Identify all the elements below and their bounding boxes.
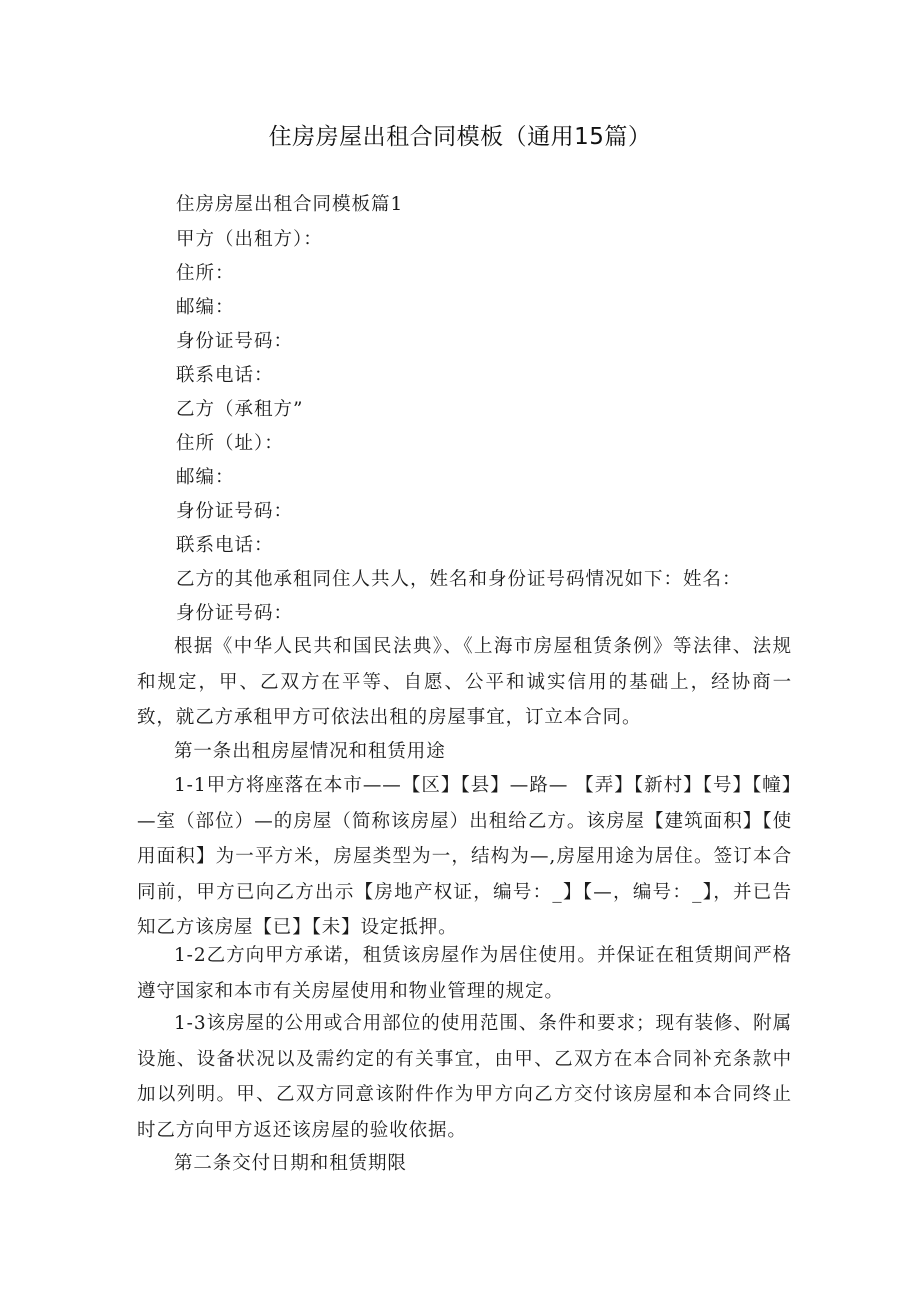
party-a-postcode: 邮编：: [176, 297, 235, 318]
party-a-phone: 联系电话：: [176, 365, 274, 386]
co-tenants-line: 乙方的其他承租同住人共人，姓名和身份证号码情况如下：姓名：: [176, 569, 742, 590]
party-a-label: 甲方（出租方）：: [176, 229, 323, 250]
clause-1-2: 1-2乙方向甲方承诺，租赁该房屋作为居住使用。并保证在租赁期间严格遵守国家和本市有关房屋使用和物业管理的规定。: [137, 945, 792, 1002]
party-b-label: 乙方（承租方”: [176, 399, 304, 420]
party-b-postcode: 邮编：: [176, 467, 235, 488]
party-b-phone: 联系电话：: [176, 535, 274, 556]
clause-1-3: 1-3该房屋的公用或合用部位的使用范围、条件和要求；现有装修、附属设施、设备状况以及需约定的有关事宜，由甲、乙双方在本合同补充条款中加以列明。甲、乙双方同意该附件作为甲方向乙方交付该房屋和本合同终止时乙方向甲方返还该房屋的验收依据。: [137, 1013, 792, 1141]
co-tenant-id-number: 身份证号码：: [176, 603, 294, 624]
party-b-id-number: 身份证号码：: [176, 501, 294, 522]
article-2-heading: 第二条交付日期和租赁期限: [174, 1153, 407, 1174]
party-a-id-number: 身份证号码：: [176, 331, 294, 352]
article-1-heading: 第一条出租房屋情况和租赁用途: [174, 741, 446, 762]
party-b-address: 住所（址）：: [176, 433, 284, 454]
party-a-address: 住所：: [176, 263, 235, 284]
clause-1-1: 1-1甲方将座落在本市——【区】【县】—路— 【弄】【新村】【号】【幢】—室（部位）—的房屋（简称该房屋）出租给乙方。该房屋【建筑面积】【使用面积】为一平方米，房屋类型为一，结构为—,房屋用途为居住。签订本合同前，甲方已向乙方出示【房地产权证，编号：_】【—，编号：_】，并已告知乙方该房屋【已】【未】设定抵押。: [137, 775, 792, 938]
document-title: 住房房屋出租合同模板（通用15篇）: [268, 124, 652, 150]
section-heading: 住房房屋出租合同模板篇1: [176, 194, 404, 215]
paragraph-preamble: 根据《中华人民共和国民法典》、《上海市房屋租赁条例》等法律、法规和规定，甲、乙双方在平等、自愿、公平和诚实信用的基础上，经协商一致，就乙方承租甲方可依法出租的房屋事宜，订立本合同。: [137, 636, 792, 728]
